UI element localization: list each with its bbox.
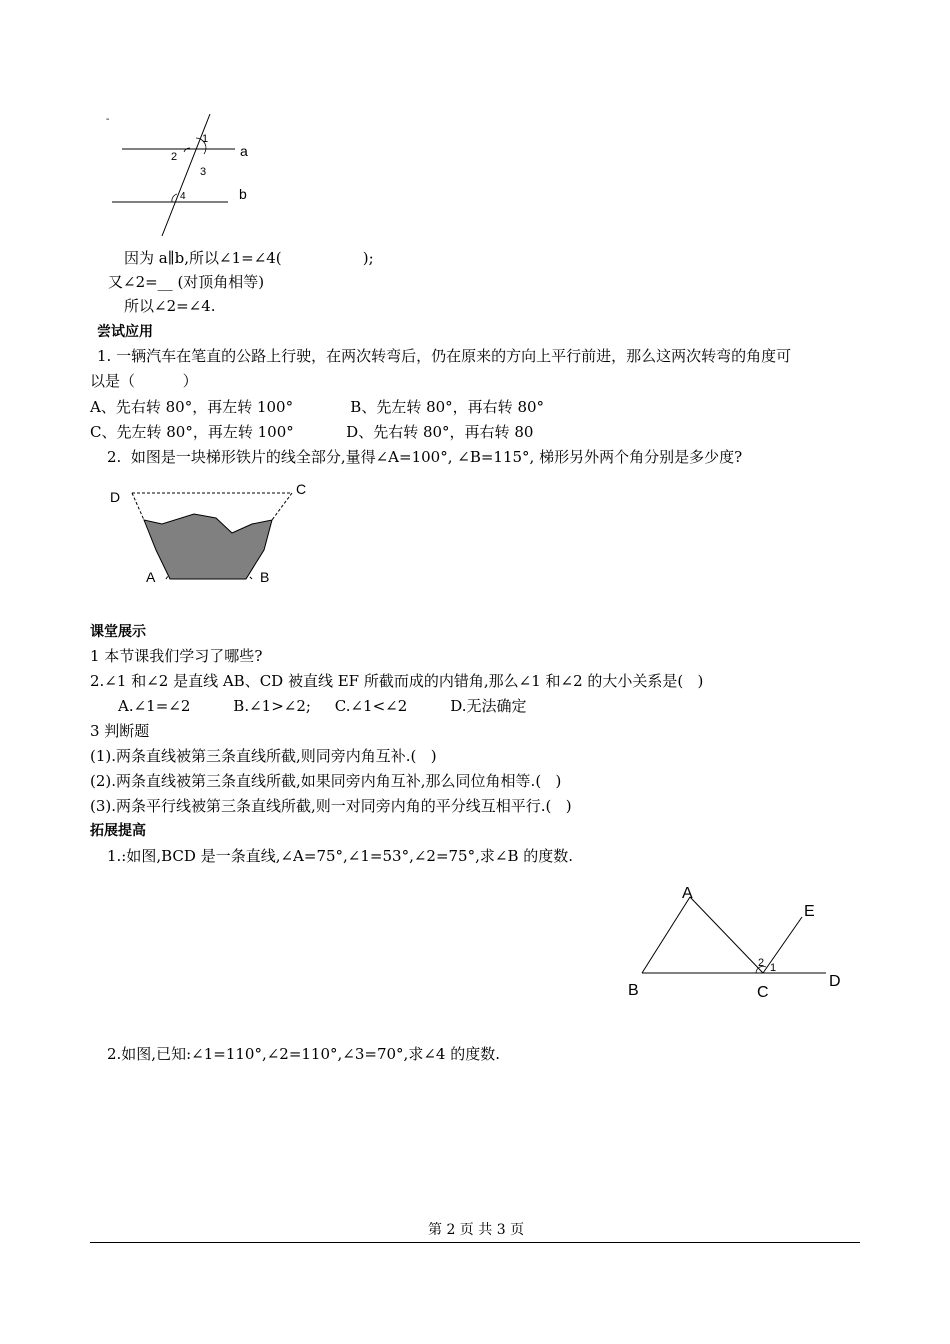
question-1-line-1: 1. 一辆汽车在笔直的公路上行驶，在两次转弯后，仍在原来的方向上平行前进，那么这两次转弯的角度可 xyxy=(97,347,792,365)
label-3: 3 xyxy=(200,166,207,178)
reason-line-1: 因为 a∥b,所以∠1=∠4( ); xyxy=(124,249,374,267)
label-D: D xyxy=(110,489,121,505)
reason-line-3: 所以∠2=∠4. xyxy=(124,297,216,315)
section-heading-try: 尝试应用 xyxy=(97,324,153,340)
page-footer: 第 2 页 共 3 页 xyxy=(428,1222,525,1238)
question-1-options-cd: C、先左转 80°，再左转 100° D、先右转 80°，再右转 80 xyxy=(90,423,534,441)
label-1: 1 xyxy=(202,133,209,145)
footer-rule xyxy=(90,1242,860,1243)
classroom-q1: 1 本节课我们学习了哪些? xyxy=(90,647,263,665)
label-dash: - xyxy=(106,114,110,125)
label-2: 2 xyxy=(758,957,765,969)
parallel-lines-figure xyxy=(100,112,270,242)
label-2: 2 xyxy=(171,151,178,163)
iron-sheet-shape xyxy=(144,514,272,579)
reason-line-2: 又∠2=__ (对顶角相等) xyxy=(108,273,265,291)
extend-q2: 2.如图,已知:∠1=110°,∠2=110°,∠3=70°,求∠4 的度数. xyxy=(107,1045,500,1063)
label-4: 4 xyxy=(180,191,186,202)
trapezoid-figure xyxy=(104,478,314,590)
label-E: E xyxy=(804,903,815,920)
label-C: C xyxy=(296,481,307,497)
label-1: 1 xyxy=(770,962,777,974)
triangle-figure xyxy=(620,875,860,1005)
label-A: A xyxy=(682,885,693,902)
section-heading-extend: 拓展提高 xyxy=(90,823,146,839)
label-D: D xyxy=(829,973,841,990)
label-C: C xyxy=(757,984,769,1001)
classroom-q2-options: A.∠1=∠2 B.∠1>∠2; C.∠1<∠2 D.无法确定 xyxy=(118,697,527,715)
section-heading-classroom: 课堂展示 xyxy=(90,624,146,640)
question-2: 2. 如图是一块梯形铁片的线全部分,量得∠A=100°, ∠B=115°, 梯形另外两个角分别是多少度? xyxy=(107,448,743,466)
label-B: B xyxy=(260,569,270,585)
judge-2: (2).两条直线被第三条直线所截,如果同旁内角互补,那么同位角相等.( ) xyxy=(90,772,562,790)
label-a: a xyxy=(240,143,248,159)
extend-q1: 1.:如图,BCD 是一条直线,∠A=75°,∠1=53°,∠2=75°,求∠B 的度数. xyxy=(107,847,573,865)
question-1-line-2: 以是（ ） xyxy=(90,372,198,390)
label-B: B xyxy=(628,982,639,999)
classroom-q3: 3 判断题 xyxy=(90,722,150,740)
judge-3: (3).两条平行线被第三条直线所截,则一对同旁内角的平分线互相平行.( ) xyxy=(90,797,572,815)
question-1-options-ab: A、先右转 80°，再左转 100° B、先左转 80°，再右转 80° xyxy=(90,398,545,416)
label-A: A xyxy=(146,569,156,585)
judge-1: (1).两条直线被第三条直线所截,则同旁内角互补.( ) xyxy=(90,747,437,765)
label-b: b xyxy=(239,186,247,202)
classroom-q2: 2.∠1 和∠2 是直线 AB、CD 被直线 EF 所截而成的内错角,那么∠1 和∠2 的大小关系是( ) xyxy=(90,672,704,690)
